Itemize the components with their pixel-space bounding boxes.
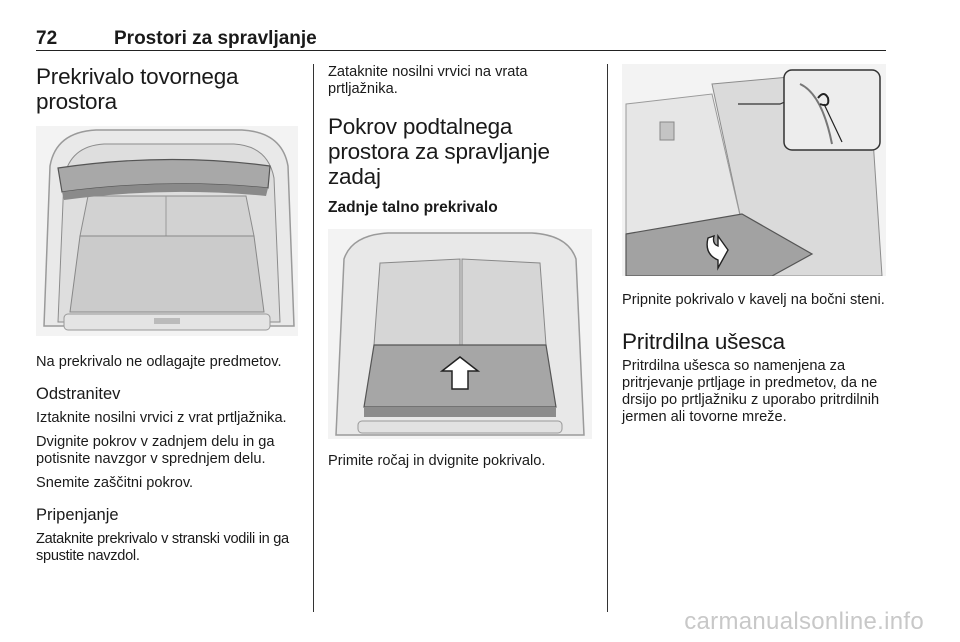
removal-step-1: Iztaknite nosilni vrvici z vrat prtljažnika.: [36, 410, 287, 426]
column-3: [622, 64, 886, 433]
floor-cover-illustration: [328, 229, 592, 439]
removal-step-2: Dvignite pokrov v zadnjem delu in ga potisnite navzgor v sprednjem delu.: [36, 434, 275, 467]
subheading-removal: Odstranitev: [36, 385, 121, 403]
subheading-rear-floor-cover: Zadnje talno prekrivalo: [328, 199, 498, 216]
section-heading-underfloor-storage: Pokrov podtalnega prostora za spravljanje zadaj: [328, 114, 550, 189]
watermark: carmanualsonline.info: [684, 608, 924, 635]
cargo-cover-illustration: [36, 126, 298, 336]
column-2: [328, 64, 592, 477]
lashing-eyes-paragraph: Pritrdilna ušesca so namenjena za pritrjevanje prtljage in predmetov, da ne drsijo po prtljažniku z uporabo pritrdilnih jermen ali tovorne mreže.: [622, 358, 880, 425]
intro-paragraph: Zataknite nosilni vrvici na vrata prtljažnika.: [328, 64, 528, 97]
hook-illustration: [622, 64, 886, 276]
caption-floor-cover: Primite ročaj in dvignite pokrivalo.: [328, 453, 546, 469]
section-heading-cargo-cover: Prekrivalo tovornega prostora: [36, 64, 239, 114]
section-heading-lashing-eyes: Pritrdilna ušesca: [622, 329, 785, 354]
caption-cargo-cover: Na prekrivalo ne odlagajte predmetov.: [36, 354, 282, 370]
caption-hook: Pripnite pokrivalo v kavelj na bočni steni.: [622, 292, 885, 308]
page-number: 72: [36, 28, 58, 49]
removal-step-3: Snemite zaščitni pokrov.: [36, 475, 194, 491]
running-title: Prostori za spravljanje: [114, 28, 317, 49]
column-divider: [607, 64, 608, 612]
attaching-step-1: Zataknite prekrivalo v stranski vodili in ga spustite navzdol.: [36, 531, 289, 564]
page-header: [36, 28, 886, 51]
subheading-attaching: Pripenjanje: [36, 506, 119, 524]
column-1: [36, 64, 298, 572]
column-divider: [313, 64, 314, 612]
